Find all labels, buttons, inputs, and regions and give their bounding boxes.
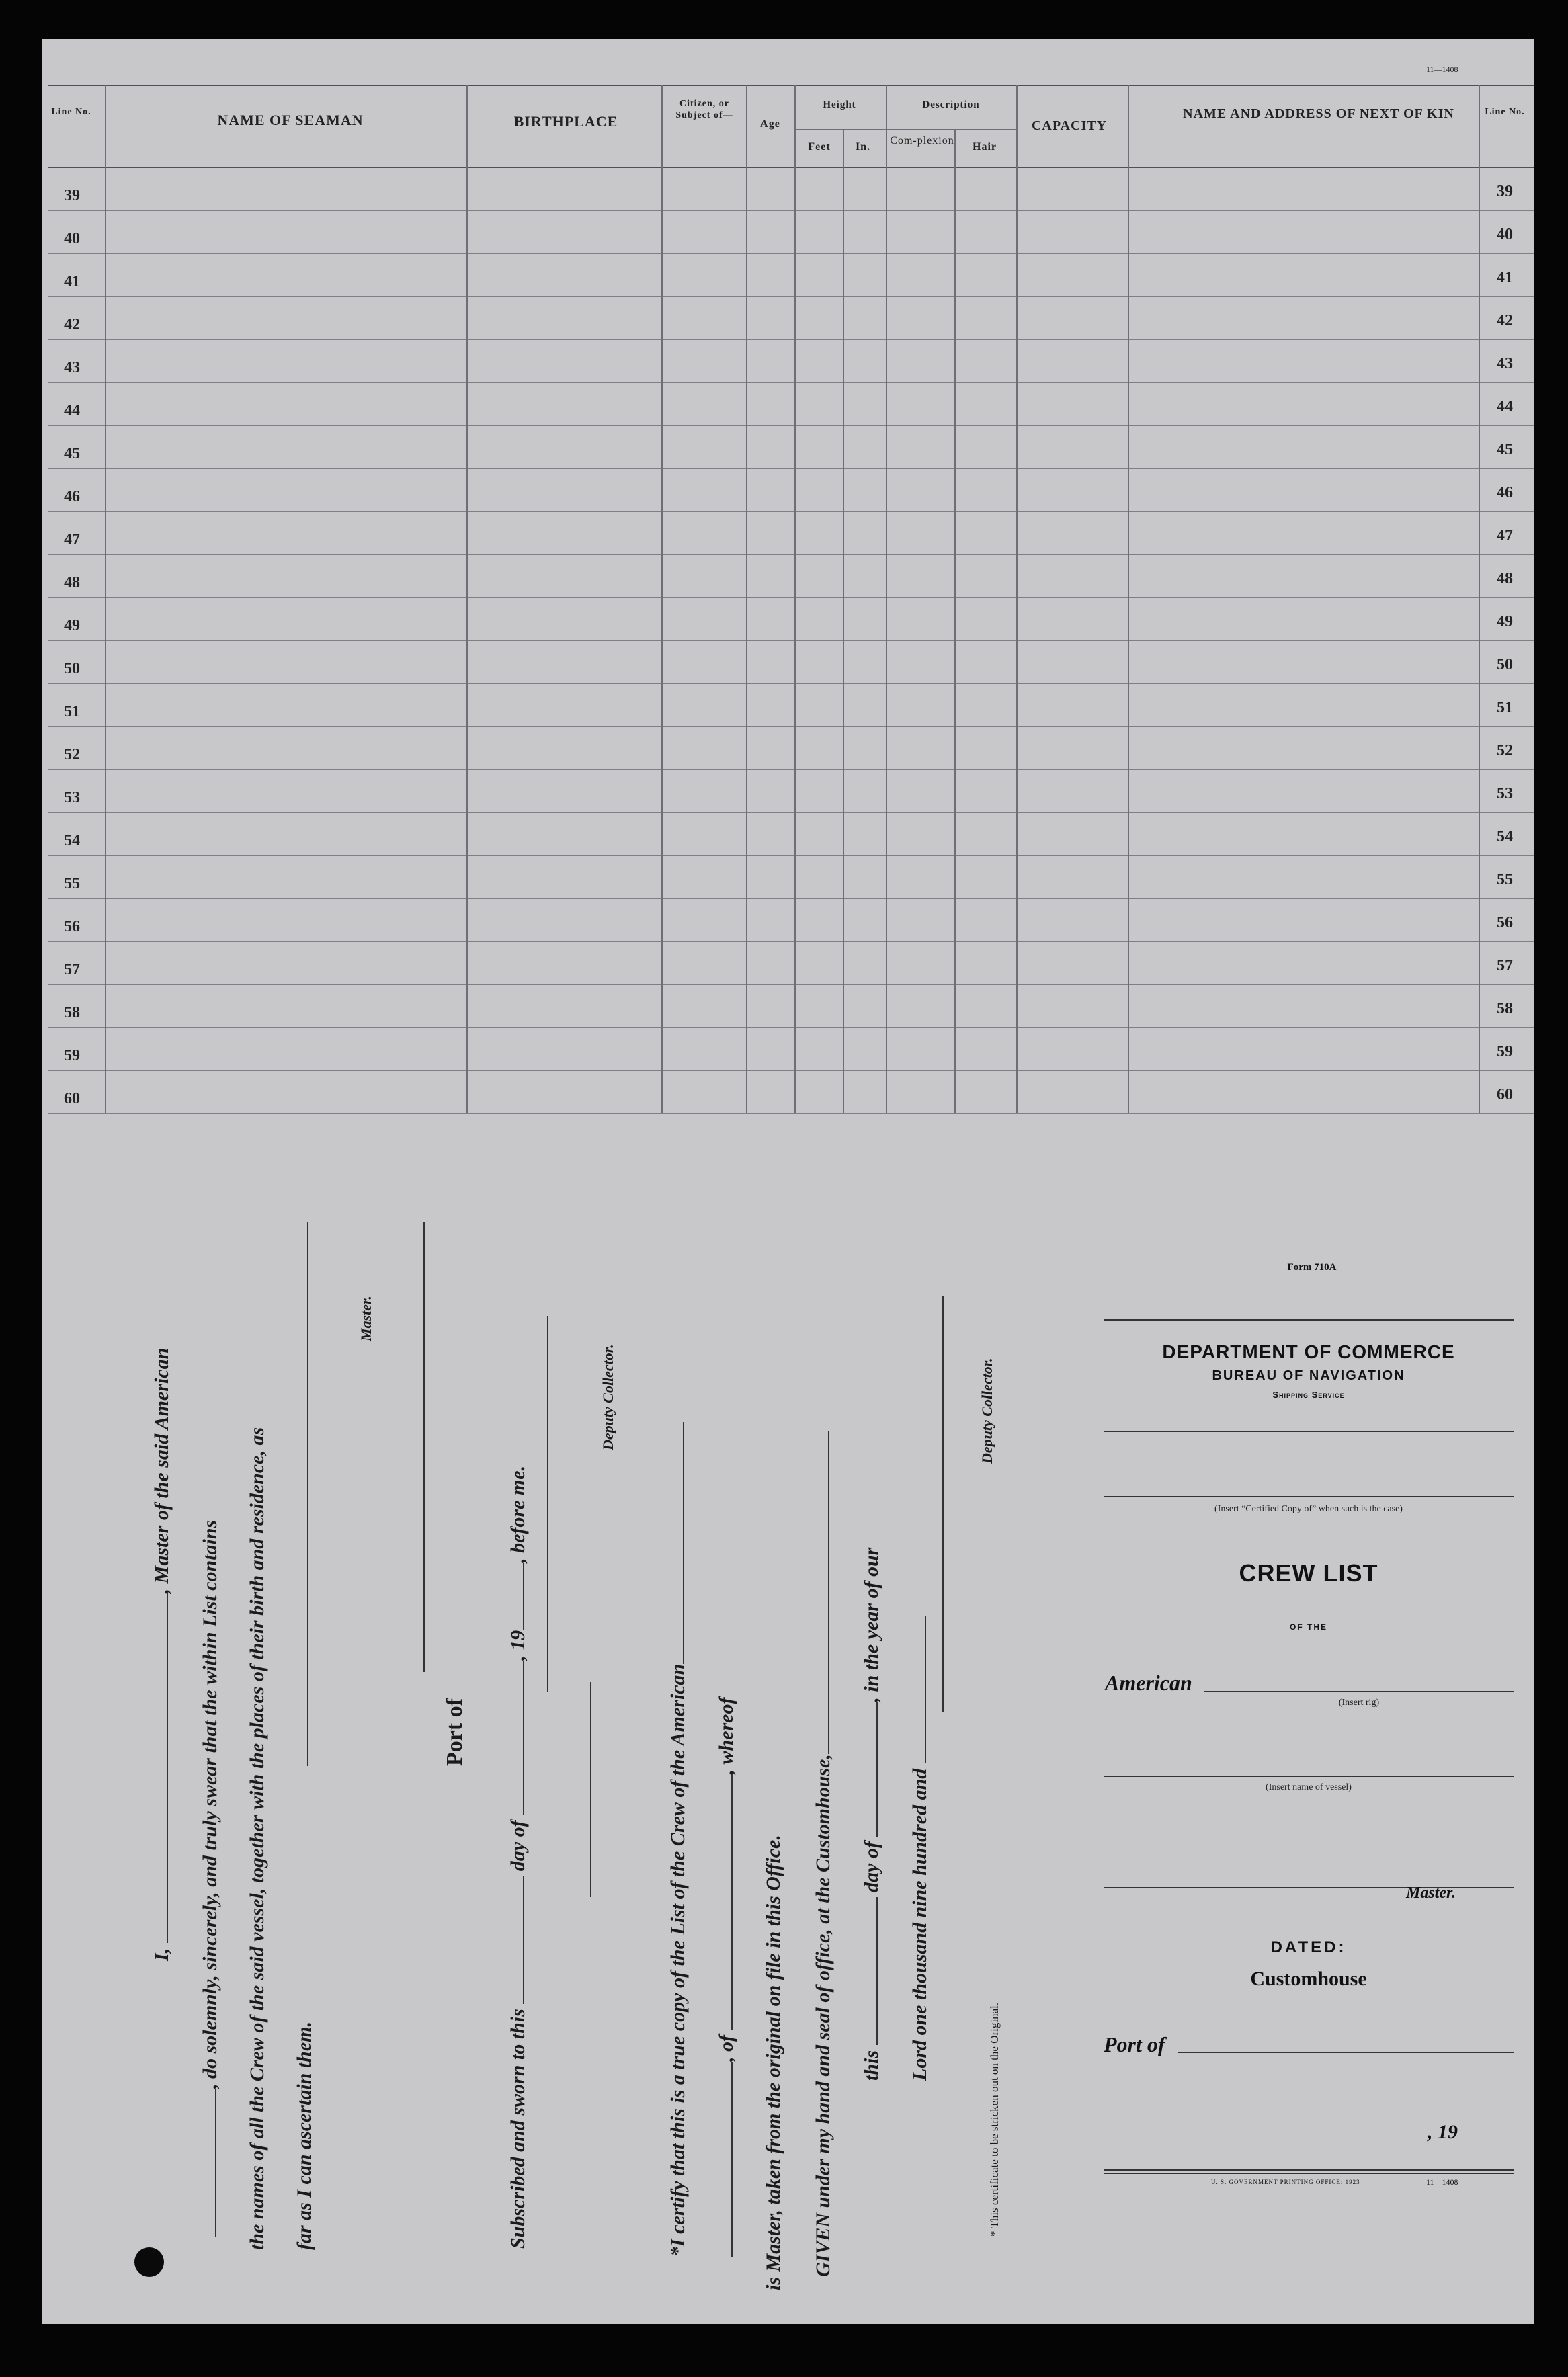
oath-line-1: I, , Master of the said American bbox=[151, 1347, 173, 1961]
row-number-left: 52 bbox=[64, 746, 80, 763]
row-number-left: 41 bbox=[64, 273, 80, 290]
row-divider bbox=[48, 640, 1534, 641]
row-divider bbox=[48, 726, 1534, 727]
row-number-right: 41 bbox=[1497, 269, 1513, 286]
row-number-right: 52 bbox=[1497, 742, 1513, 759]
ink-blot bbox=[134, 2247, 164, 2277]
row-divider bbox=[48, 984, 1534, 985]
row-number-left: 60 bbox=[64, 1090, 80, 1108]
column-divider bbox=[886, 85, 887, 1113]
row-divider bbox=[48, 769, 1534, 770]
crew-list-sheet bbox=[42, 39, 1534, 2324]
row-number-left: 51 bbox=[64, 703, 80, 720]
insert-name-hint: (Insert name of vessel) bbox=[1266, 1782, 1352, 1792]
row-number-left: 59 bbox=[64, 1047, 80, 1065]
master-signature-line bbox=[307, 1222, 308, 1766]
certify-line-2: , of , whereof bbox=[714, 1698, 738, 2257]
row-divider bbox=[48, 554, 1534, 555]
row-divider bbox=[48, 1113, 1534, 1114]
row-number-left: 43 bbox=[64, 359, 80, 376]
header-hair: Hair bbox=[973, 141, 997, 153]
row-divider bbox=[48, 339, 1534, 340]
header-complexion: Com-plexion bbox=[890, 135, 954, 147]
row-divider bbox=[48, 1070, 1534, 1071]
footnote: * This certificate to be stricken out on the Original. bbox=[988, 2002, 1001, 2237]
header-feet: Feet bbox=[808, 141, 831, 153]
row-number-left: 46 bbox=[64, 488, 80, 505]
form-number: Form 710A bbox=[1287, 1262, 1337, 1273]
row-divider bbox=[48, 468, 1534, 469]
row-number-left: 50 bbox=[64, 660, 80, 677]
certify-line-1: *I certify that this is a true copy of the List of the Crew of the American bbox=[665, 1422, 690, 2257]
certify-line-3: is Master, taken from the original on file in this Office. bbox=[762, 1835, 784, 2290]
port-of-line bbox=[423, 1222, 425, 1672]
cover-port-of-label: Port of bbox=[1104, 2032, 1165, 2056]
row-number-left: 57 bbox=[64, 961, 80, 978]
column-divider bbox=[1479, 85, 1480, 1113]
deputy-signature-line bbox=[547, 1316, 548, 1692]
oath-line-4: far as I can ascertain them. bbox=[293, 2021, 315, 2250]
row-number-right: 46 bbox=[1497, 484, 1513, 501]
oath-line-2: , do solemnly, sincerely, and truly swear that the within List contains bbox=[198, 1520, 222, 2237]
row-number-left: 47 bbox=[64, 531, 80, 548]
row-number-right: 55 bbox=[1497, 871, 1513, 888]
master-label: Master. bbox=[358, 1296, 374, 1341]
column-divider bbox=[105, 85, 106, 1113]
given-line: GIVEN under my hand and seal of office, at the Customhouse, bbox=[811, 1431, 835, 2277]
row-number-left: 44 bbox=[64, 402, 80, 419]
header-line-no-right: Line No. bbox=[1485, 107, 1525, 117]
row-number-left: 42 bbox=[64, 316, 80, 333]
column-divider bbox=[1016, 85, 1018, 1113]
dated-label: DATED: bbox=[1270, 1938, 1347, 1956]
row-number-right: 47 bbox=[1497, 527, 1513, 544]
row-number-left: 39 bbox=[64, 187, 80, 204]
header-description: Description bbox=[922, 99, 980, 110]
row-number-right: 59 bbox=[1497, 1043, 1513, 1060]
subscribed-line: Subscribed and sworn to this day of , 19, before me. bbox=[507, 1465, 529, 2249]
service-title: Shipping Service bbox=[1272, 1390, 1345, 1400]
printing-office-note: U. S. GOVERNMENT PRINTING OFFICE: 1923 bbox=[1211, 2179, 1360, 2185]
cover-year-label: , 19 bbox=[1428, 2121, 1458, 2143]
row-number-left: 58 bbox=[64, 1004, 80, 1021]
row-divider bbox=[48, 597, 1534, 598]
insert-certified-hint: (Insert “Certified Copy of” when such is the case) bbox=[1214, 1504, 1403, 1514]
row-divider bbox=[48, 511, 1534, 512]
divider-line bbox=[590, 1682, 591, 1897]
row-number-right: 48 bbox=[1497, 570, 1513, 587]
row-number-right: 43 bbox=[1497, 355, 1513, 372]
port-of-label: Port of bbox=[442, 1698, 467, 1766]
crew-list-title: CREW LIST bbox=[1239, 1559, 1378, 1587]
row-number-left: 56 bbox=[64, 918, 80, 935]
column-divider bbox=[794, 85, 796, 1113]
cover-master-label: Master. bbox=[1406, 1884, 1456, 1902]
row-number-right: 44 bbox=[1497, 398, 1513, 415]
row-number-right: 54 bbox=[1497, 828, 1513, 845]
row-divider bbox=[48, 941, 1534, 942]
row-number-left: 53 bbox=[64, 789, 80, 806]
column-divider bbox=[1128, 85, 1129, 1113]
row-number-left: 48 bbox=[64, 574, 80, 591]
row-divider bbox=[48, 898, 1534, 899]
row-divider bbox=[48, 210, 1534, 211]
bureau-title: BUREAU OF NAVIGATION bbox=[1212, 1368, 1405, 1383]
of-the-label: OF THE bbox=[1290, 1622, 1327, 1632]
header-inches: In. bbox=[855, 141, 871, 153]
oath-line-3: the names of all the Crew of the said vessel, together with the places of their birth and residence, as bbox=[246, 1427, 268, 2250]
row-number-right: 60 bbox=[1497, 1086, 1513, 1103]
this-day-line: this day of , in the year of our bbox=[860, 1547, 882, 2081]
column-divider bbox=[954, 129, 956, 1113]
row-number-right: 45 bbox=[1497, 441, 1513, 458]
deputy-collector-label-2: Deputy Collector. bbox=[979, 1358, 995, 1464]
row-number-right: 57 bbox=[1497, 957, 1513, 974]
header-line-no: Line No. bbox=[51, 107, 91, 117]
deputy-collector-label: Deputy Collector. bbox=[600, 1344, 616, 1450]
row-divider bbox=[48, 382, 1534, 383]
row-number-right: 49 bbox=[1497, 613, 1513, 630]
row-divider bbox=[48, 683, 1534, 684]
row-number-right: 39 bbox=[1497, 183, 1513, 200]
row-number-left: 40 bbox=[64, 230, 80, 247]
row-divider bbox=[48, 296, 1534, 297]
row-number-right: 58 bbox=[1497, 1000, 1513, 1017]
row-number-right: 40 bbox=[1497, 226, 1513, 243]
row-number-right: 51 bbox=[1497, 699, 1513, 716]
department-title: DEPARTMENT OF COMMERCE bbox=[1162, 1341, 1455, 1362]
form-code-bottom: 11—1408 bbox=[1426, 2177, 1458, 2187]
header-next-of-kin: NAME AND ADDRESS OF NEXT OF KIN bbox=[1183, 106, 1454, 121]
row-divider bbox=[48, 855, 1534, 856]
deputy-signature-line-2 bbox=[942, 1296, 944, 1712]
row-number-left: 45 bbox=[64, 445, 80, 462]
row-number-left: 55 bbox=[64, 875, 80, 892]
column-divider bbox=[843, 129, 844, 1113]
american-label: American bbox=[1105, 1671, 1192, 1695]
column-divider bbox=[661, 85, 663, 1113]
row-number-right: 42 bbox=[1497, 312, 1513, 329]
header-name-of-seaman: NAME OF SEAMAN bbox=[217, 112, 364, 128]
row-number-left: 49 bbox=[64, 617, 80, 634]
customhouse-label: Customhouse bbox=[1250, 1968, 1367, 1990]
header-citizen: Citizen, or Subject of— bbox=[675, 99, 733, 120]
insert-rig-hint: (Insert rig) bbox=[1338, 1698, 1380, 1708]
header-age: Age bbox=[760, 118, 780, 130]
header-height: Height bbox=[823, 99, 856, 110]
header-birthplace: BIRTHPLACE bbox=[513, 113, 618, 130]
row-divider bbox=[48, 1027, 1534, 1028]
header-capacity: CAPACITY bbox=[1031, 118, 1108, 133]
form-code-top: 11—1408 bbox=[1426, 65, 1458, 74]
column-divider bbox=[466, 85, 468, 1113]
row-number-right: 53 bbox=[1497, 785, 1513, 802]
row-number-right: 50 bbox=[1497, 656, 1513, 673]
row-number-right: 56 bbox=[1497, 914, 1513, 931]
row-divider bbox=[48, 812, 1534, 813]
lord-line: Lord one thousand nine hundred and bbox=[907, 1616, 932, 2081]
row-divider bbox=[48, 425, 1534, 426]
row-number-left: 54 bbox=[64, 832, 80, 849]
column-divider bbox=[746, 85, 747, 1113]
row-divider bbox=[48, 253, 1534, 254]
